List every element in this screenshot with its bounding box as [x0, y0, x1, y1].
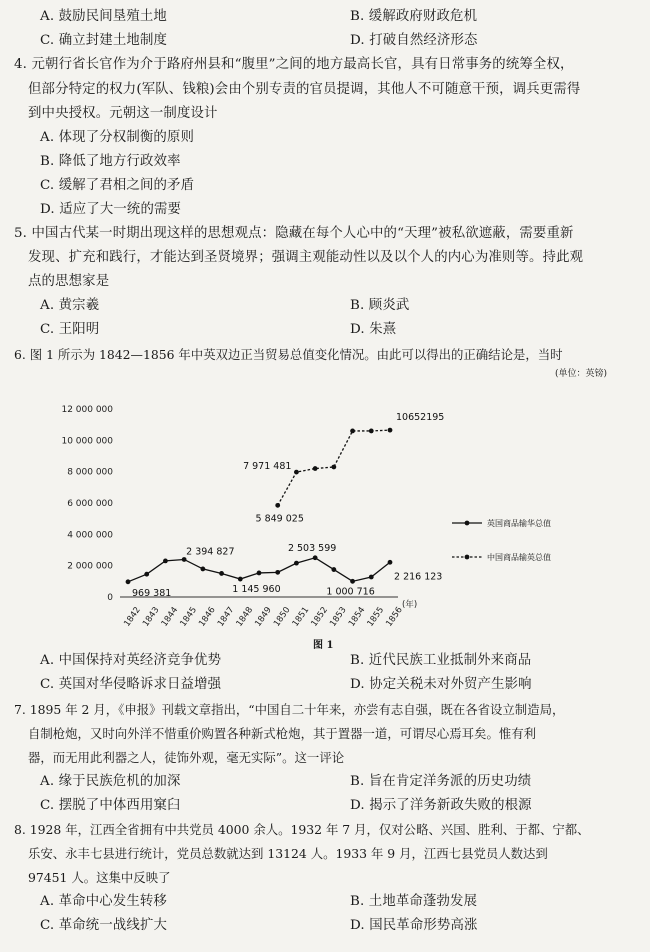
x-tick-label: 1852	[309, 605, 331, 629]
x-tick-label: 1851	[290, 605, 312, 629]
figure-caption: 图 1	[313, 640, 334, 651]
x-tick-label: 1844	[159, 605, 181, 629]
x-tick-label: 1850	[271, 605, 293, 629]
q6-stem: 6. 图 1 所示为 1842—1856 年中英双边正当贸易总值变化情况。由此可以得出的正确结论是，当时	[14, 347, 563, 362]
q8-stem-line2: 乐安、永丰七县进行统计，党员总数就达到 13124 人。1933 年 9 月，江西七县党员人数达到	[28, 846, 548, 861]
data-label: 10652195	[396, 412, 445, 424]
legend-marker	[465, 555, 470, 560]
y-tick-label: 10 000 000	[61, 436, 113, 447]
data-point	[331, 465, 336, 470]
q8-stem-line1: 8. 1928 年，江西全省拥有中共党员 4000 余人。1932 年 7 月，仅对公略、兴国、胜利、于都、宁都、	[14, 822, 590, 837]
data-point	[331, 567, 336, 572]
legend-marker	[465, 521, 470, 526]
y-tick-label: 12 000 000	[61, 405, 113, 415]
q3-option-c: C. 确立封建土地制度	[40, 33, 168, 48]
data-point	[369, 575, 374, 580]
q8-option-c: C. 革命统一战线扩大	[40, 918, 168, 933]
x-tick-label: 1848	[234, 605, 256, 629]
data-label: 2 394 827	[186, 546, 235, 558]
q4-option-d: D. 适应了大一统的需要	[40, 202, 182, 217]
q6-option-d: D. 协定关税未对外贸产生影响	[350, 677, 532, 692]
x-tick-label: 1846	[197, 605, 218, 629]
y-tick-label: 4 000 000	[67, 530, 113, 541]
data-point	[388, 560, 393, 565]
x-tick-label: 1842	[122, 605, 143, 629]
data-point	[144, 572, 149, 577]
q5-option-d: D. 朱熹	[350, 322, 397, 337]
q7-option-b: B. 旨在肯定洋务派的历史功绩	[350, 774, 532, 789]
data-point	[294, 470, 299, 475]
data-point	[275, 570, 280, 575]
q8-option-a: A. 革命中心发生转移	[40, 894, 167, 909]
data-point	[219, 571, 224, 576]
q7-stem-line1: 7. 1895 年 2 月，《申报》刊载文章指出，“中国自二十年来，亦尝有志自强，既在各省设立制造局，	[14, 702, 565, 717]
q3-option-d: D. 打破自然经济形态	[350, 33, 478, 48]
q5-option-c: C. 王阳明	[40, 322, 100, 337]
data-point	[350, 579, 355, 584]
q4-stem-line1: 4. 元朝行省长官作为介于路府州县和“腹里”之间的地方最高长官，具有日常事务的统筹全权，	[14, 57, 574, 72]
data-point	[313, 555, 318, 560]
x-tick-label: 1854	[346, 605, 368, 629]
data-label: 5 849 025	[255, 513, 304, 525]
x-tick-label: 1856	[384, 605, 405, 629]
data-point	[126, 579, 131, 584]
x-tick-label: 1845	[178, 605, 200, 629]
y-tick-label: 8 000 000	[67, 467, 113, 478]
data-point	[238, 577, 243, 582]
data-point	[294, 561, 299, 566]
data-label: 969 381	[132, 587, 172, 599]
data-label: 2 503 599	[287, 542, 337, 554]
data-point	[388, 428, 393, 433]
q4-option-b: B. 降低了地方行政效率	[40, 154, 181, 169]
x-tick-label: 1849	[253, 605, 274, 629]
y-tick-label: 2 000 000	[67, 561, 113, 572]
data-point	[313, 466, 318, 471]
q4-option-c: C. 缓解了君相之间的矛盾	[40, 178, 195, 193]
q6-option-c: C. 英国对华侵略诉求日益增强	[40, 677, 222, 692]
data-label: 2 216 123	[394, 571, 443, 583]
y-tick-label: 0	[107, 593, 113, 603]
q7-option-d: D. 揭示了洋务新政失败的根源	[350, 798, 532, 813]
q4-stem-line3: 到中央授权。元朝这一制度设计	[28, 106, 218, 121]
q4-option-a: A. 体现了分权制衡的原则	[40, 130, 195, 145]
q5-option-a: A. 黄宗羲	[40, 298, 100, 313]
data-point	[182, 557, 187, 562]
data-label: 1 000 716	[326, 586, 375, 598]
x-tick-label: 1853	[328, 605, 349, 629]
legend-label: 英国商品输华总值	[487, 519, 551, 528]
q5-stem-line3: 点的思想家是	[28, 274, 110, 289]
data-point	[275, 503, 280, 508]
data-point	[257, 571, 262, 576]
q5-stem-line2: 发现、扩充和践行，才能达到圣贤境界；强调主观能动性以及以个人的内心为准则等。持此观	[28, 250, 584, 265]
data-label: 7 971 481	[243, 461, 292, 473]
q6-option-b: B. 近代民族工业抵制外来商品	[350, 653, 532, 668]
data-point	[369, 429, 374, 434]
q6-option-a: A. 中国保持对英经济竞争优势	[40, 653, 222, 668]
q3-option-b: B. 缓解政府财政危机	[350, 9, 478, 24]
q7-option-c: C. 摆脱了中体西用窠臼	[40, 798, 181, 813]
q7-stem-line3: 器，而无用此利器之人，徒饰外观，毫无实际”。这一评论	[28, 750, 345, 765]
data-point	[163, 558, 168, 563]
q8-stem-line3: 97451 人。这集中反映了	[28, 870, 171, 885]
x-tick-label: 1847	[215, 605, 237, 629]
q4-stem-line2: 但部分特定的权力(军队、钱粮)会由个别专责的官员提调，其他人不可随意干预，调兵更需得	[28, 82, 581, 97]
data-point	[350, 429, 355, 434]
x-tick-label: 1843	[140, 605, 162, 629]
q8-option-b: B. 土地革命蓬勃发展	[350, 894, 478, 909]
q7-option-a: A. 缘于民族危机的加深	[40, 774, 181, 789]
q8-option-d: D. 国民革命形势高涨	[350, 918, 478, 933]
q3-option-a: A. 鼓励民间垦殖土地	[40, 9, 167, 24]
q5-option-b: B. 顾炎武	[350, 298, 410, 313]
chart-unit-label: (单位：英镑)	[555, 369, 608, 379]
q5-stem-line1: 5. 中国古代某一时期出现这样的思想观点：隐藏在每个人心中的“天理”被私欲遮蔽，需要重新	[14, 226, 574, 241]
y-tick-label: 6 000 000	[67, 499, 113, 509]
data-point	[200, 567, 205, 572]
x-axis-unit: (年)	[402, 600, 418, 610]
legend-label: 中国商品输英总值	[487, 553, 551, 562]
q7-stem-line2: 自制枪炮，又时向外洋不惜重价购置各种新式枪炮，其于置器一道，可谓尽心焉耳矣。惟有利	[28, 726, 537, 741]
trade-value-line-chart	[0, 385, 650, 645]
x-tick-label: 1855	[365, 605, 387, 629]
data-label: 1 145 960	[232, 584, 281, 596]
